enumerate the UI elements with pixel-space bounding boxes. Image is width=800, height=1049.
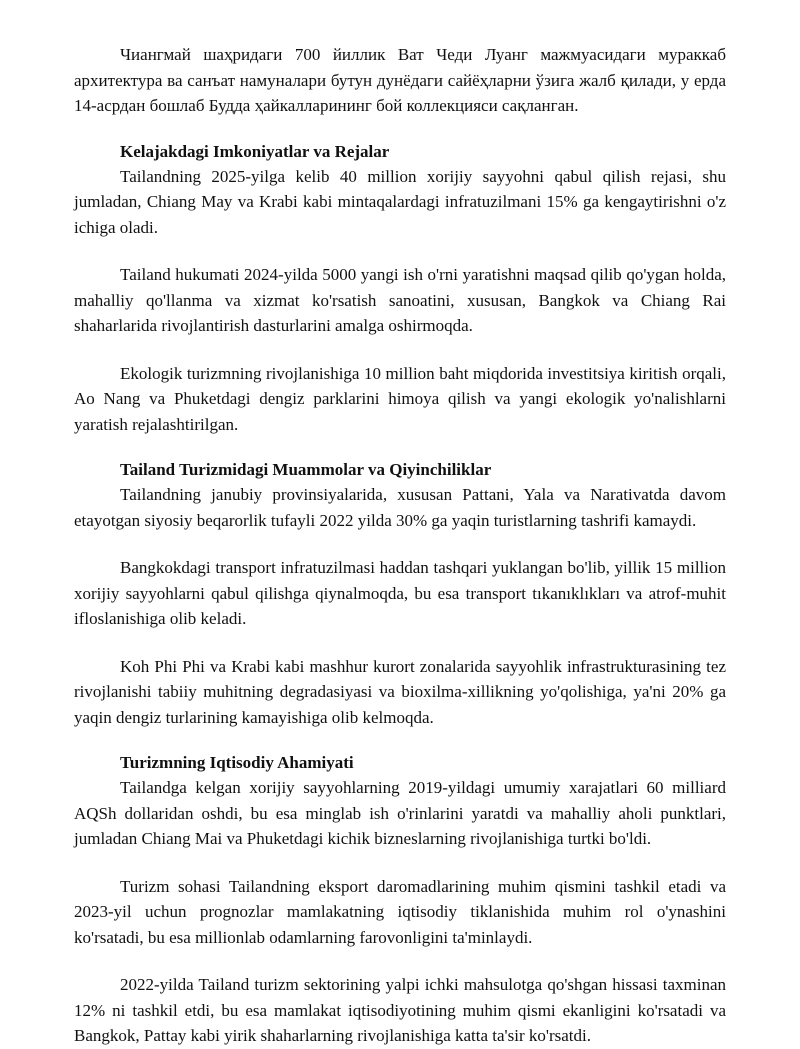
section-heading-future-plans: Kelajakdagi Imkoniyatlar va Rejalar xyxy=(120,141,390,161)
section-heading-economic-importance: Turizmning Iqtisodiy Ahamiyati xyxy=(120,753,354,772)
paragraph: Ekologik turizmning rivojlanishiga 10 million baht miqdorida investitsiya kiritish orqali, Ao Nang va Phuketdagi dengiz parklarini himoya qilish va yangi ekologik yo'nalishlarni yaratish rejalashtirilgan. xyxy=(74,363,726,434)
paragraph: Tailandning 2025-yilga kelib 40 million xorijiy sayyohni qabul qilish rejasi, shu jumladan, Chiang May va Krabi kabi mintaqalardagi infratuzilmani 15% ga kengaytirishni o'z ichiga oladi. xyxy=(74,166,726,237)
paragraph: Bangkokdagi transport infratuzilmasi haddan tashqari yuklangan bo'lib, yillik 15 million xorijiy sayyohlarni qabul qilishga qiynalmoqda, bu esa transport tıkanıklıkları va atrof-muhit ifloslanishiga olib keladi. xyxy=(74,558,726,628)
section-heading-problems: Tailand Turizmidagi Muammolar va Qiyinchiliklar xyxy=(120,460,492,479)
paragraph: Tailand hukumati 2024-yilda 5000 yangi ish o'rni yaratishni maqsad qilib qo'ygan holda, mahalliy qo'llanma va xizmat ko'rsatish sanoatini, xususan, Bangkok va Chiang Rai shaharlarida rivojlantirish dasturlarini amalga oshirmoqda. xyxy=(74,265,726,335)
paragraph: Tailandning janubiy provinsiyalarida, xususan Pattani, Yala va Narativatda davom etayotgan siyosiy beqarorlik tufayli 2022 yilda 30% ga yaqin turistlarning tashrifi kamaydi. xyxy=(74,485,726,530)
paragraph: Koh Phi Phi va Krabi kabi mashhur kurort zonalarida sayyohlik infrastrukturasining tez rivojlanishi tabiiy muhitning degradasiyasi va bioxilma-xillikning yo'qolishiga, ya'ni 20% ga yaqin dengiz turlarining kamayishiga olib kelmoqda. xyxy=(74,656,726,727)
paragraph: Tailandga kelgan xorijiy sayyohlarning 2019-yildagi umumiy xarajatlari 60 milliard AQSh dollaridan oshdi, bu esa minglab ish o'rinlarini yaratdi va mahalliy aholi punktlari, jumladan Chiang Mai va Phuketdagi kichik bizneslarning rivojlanishiga turtki bo'ldi. xyxy=(74,778,726,848)
intro-paragraph: Чиангмай шаҳридаги 700 йиллик Ват Чеди Луанг мажмуасидаги мураккаб архитектура ва санъат намуналари бутун дунёдаги сайёҳларни ўзига жалб қилади, у ерда 14-асрдан бошлаб Будда ҳайкалларининг бой коллекцияси сақланган. xyxy=(74,45,726,115)
paragraph: Turizm sohasi Tailandning eksport daromadlarining muhim qismini tashkil etadi va 2023-yil uchun prognozlar mamlakatning iqtisodiy tiklanishida muhim rol o'ynashini ko'rsatadi, bu esa millionlab odamlarning farovonligini ta'minlaydi. xyxy=(74,876,726,947)
paragraph: 2022-yilda Tailand turizm sektorining yalpi ichki mahsulotga qo'shgan hissasi taxminan 12% ni tashkil etdi, bu esa mamlakat iqtisodiyotining muhim qismi ekanligini ko'rsatadi va Bangkok, Pattay kabi yirik shaharlarning rivojlanishiga katta ta'sir ko'rsatdi. xyxy=(74,975,726,1045)
